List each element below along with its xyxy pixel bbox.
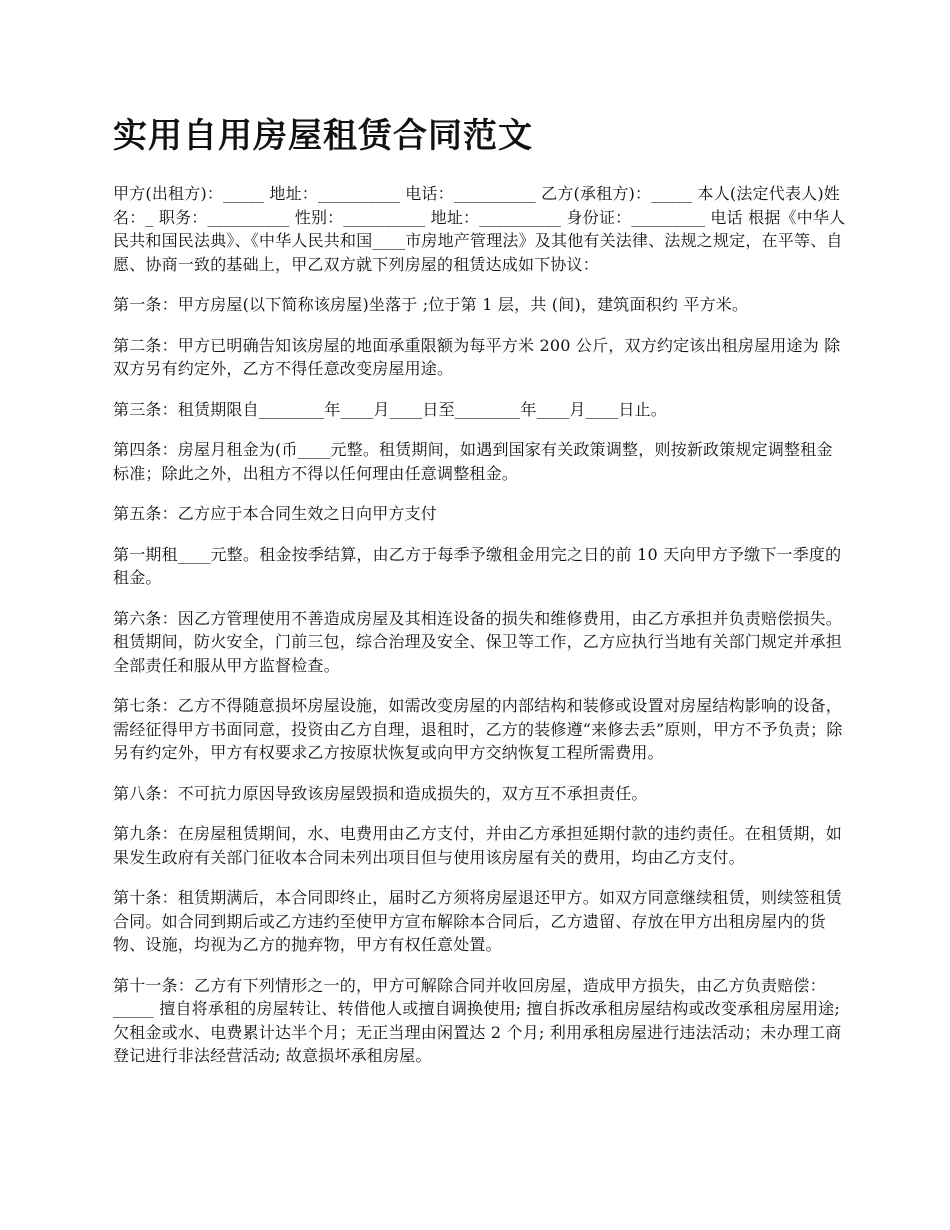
paragraph-article-2: 第二条：甲方已明确告知该房屋的地面承重限额为每平方米 200 公斤，双方约定该出租房屋用途为 除双方另有约定外，乙方不得任意改变房屋用途。 bbox=[113, 335, 841, 378]
paragraph-article-1: 第一条：甲方房屋(以下简称该房屋)坐落于 ;位于第 1 层，共 (间)，建筑面积约 平方米。 bbox=[113, 295, 749, 314]
paragraph-article-6: 第六条：因乙方管理使用不善造成房屋及其相连设备的损失和维修费用，由乙方承担并负责赔偿损失。租赁期间，防火安全，门前三包，综合治理及安全、保卫等工作，乙方应执行当地有关部门规定并承担全部责任和服从甲方监督检查。 bbox=[113, 608, 843, 675]
document-title: 实用自用房屋租赁合同范文 bbox=[113, 116, 533, 156]
paragraph-article-4: 第四条：房屋月租金为(币____元整。租赁期间，如遇到国家有关政策调整，则按新政策规定调整租金标准；除此之外，出租方不得以任何理由任意调整租金。 bbox=[113, 440, 833, 483]
paragraph-article-8: 第八条：不可抗力原因导致该房屋毁损和造成损失的，双方互不承担责任。 bbox=[113, 783, 648, 803]
paragraph-article-7: 第七条：乙方不得随意损坏房屋设施，如需改变房屋的内部结构和装修或设置对房屋结构影响的设备，需经征得甲方书面同意，投资由乙方自理，退租时，乙方的装修遵“来修去丢”原则，甲方不予负责；除另有约定外，甲方有权要求乙方按原状恢复或向甲方交纳恢复工程所需费用。 bbox=[113, 696, 843, 762]
paragraph-article-5: 第五条：乙方应于本合同生效之日向甲方支付 bbox=[113, 504, 438, 523]
paragraph-first-rent: 第一期租____元整。租金按季结算，由乙方于每季予缴租金用完之日的前 10 天向甲方予缴下一季度的租金。 bbox=[113, 544, 842, 587]
document-page bbox=[113, 112, 848, 1085]
paragraph-article-11: 第十一条：乙方有下列情形之一的，甲方可解除合同并收回房屋，造成甲方损失，由乙方负责赔偿：_____ 擅自将承租的房屋转让、转借他人或擅自调换使用; 擅自拆改承租房屋结构或改变承租房屋用途; 欠租金或水、电费累计达半个月；无正当理由闲置达 2 个月; 利用承租房屋进行违法活动；未办理工商登记进行非法经营活动; 故意损坏承租房屋。 bbox=[113, 975, 842, 1065]
paragraph-parties: 甲方(出租方)：_____ 地址：__________ 电话：__________ 乙方(承租方)：_____ 本人(法定代表人)姓名：_ 职务：__________ 性别：__________ 地址：__________ 身份证：_________ 电话 根据《中华人民共和国民法典》、《中华人民共和国____市房地产管理法》及其他有关法律、法规之规定，在平等、自愿、协商一致的基础上，甲乙双方就下列房屋的租赁达成如下协议： bbox=[113, 184, 846, 274]
paragraph-article-10: 第十条：租赁期满后，本合同即终止，届时乙方须将房屋退还甲方。如双方同意继续租赁，则续签租赁合同。如合同到期后或乙方违约至使甲方宣布解除本合同后，乙方遗留、存放在甲方出租房屋内的货物、设施，均视为乙方的抛弃物，甲方有权任意处置。 bbox=[113, 888, 843, 954]
paragraph-article-9: 第九条：在房屋租赁期间，水、电费用由乙方支付，并由乙方承担延期付款的违约责任。在租赁期，如果发生政府有关部门征收本合同未列出项目但与使用该房屋有关的费用，均由乙方支付。 bbox=[113, 824, 843, 867]
paragraph-article-3: 第三条：租赁期限自________年____月____日至________年____月____日止。 bbox=[113, 399, 668, 419]
